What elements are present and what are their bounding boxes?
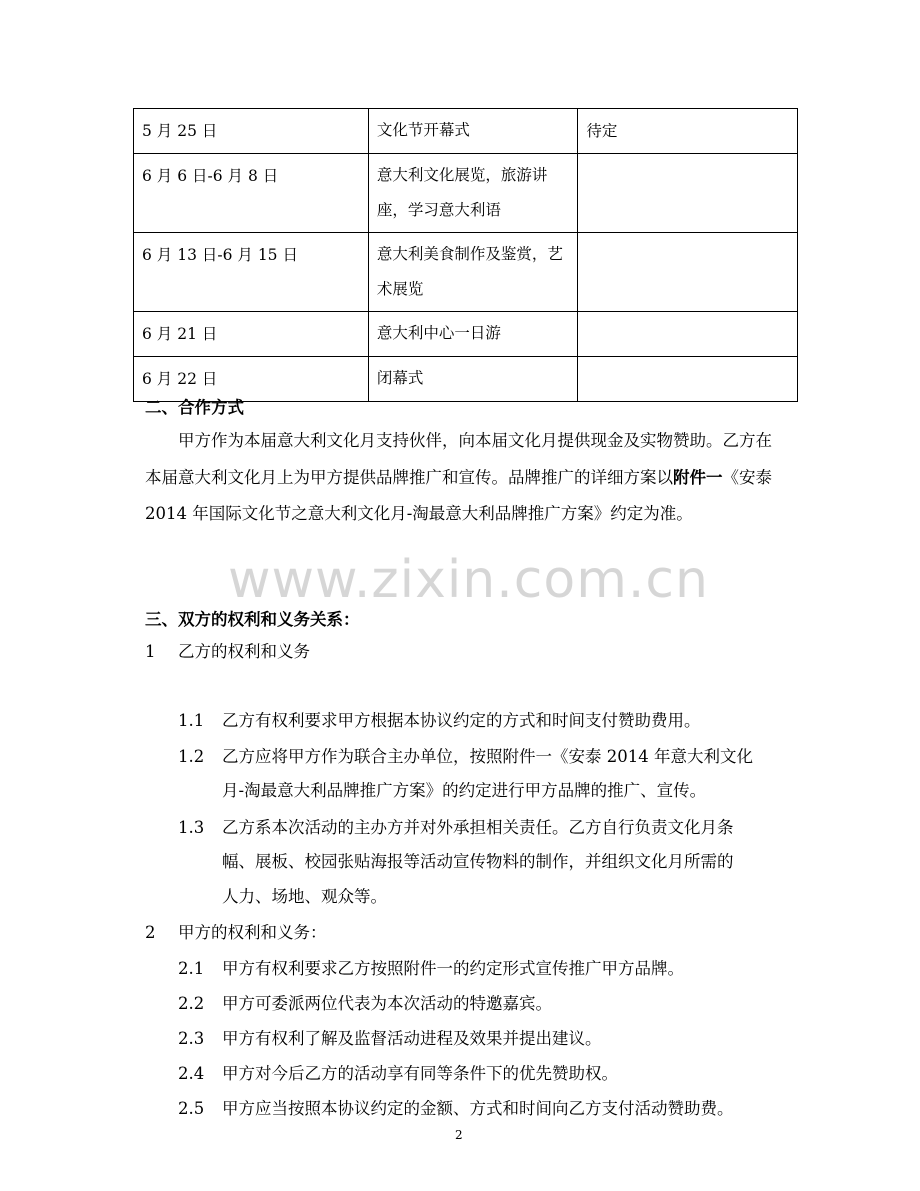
table-row — [134, 109, 798, 154]
table-row — [134, 154, 798, 233]
item-text: 甲方有权利要求乙方按照附件一的约定形式宣传推广甲方品牌。 — [222, 959, 684, 978]
event-cell: 闭幕式 — [368, 357, 578, 402]
para-text: 《安泰 2014 年国际文化节之意大利文化月-淘最意大利品牌推广方案》约定为准。 — [145, 467, 772, 523]
note-cell — [578, 233, 798, 312]
item-text: 甲方可委派两位代表为本次活动的特邀嘉宾。 — [222, 994, 552, 1013]
note-cell — [578, 154, 798, 233]
section3-heading: 三、双方的权利和义务关系： — [145, 610, 360, 629]
sub1-number: 1 — [145, 642, 156, 661]
schedule-table — [133, 108, 798, 402]
item-text: 乙方应将甲方作为联合主办单位，按照附件一《安泰 2014 年意大利文化 — [222, 747, 753, 766]
item-text: 乙方系本次活动的主办方并对外承担相关责任。乙方自行负责文化月条 — [222, 818, 734, 837]
date-cell: 6 月 13 日-6 月 15 日 — [134, 233, 369, 312]
item-text: 甲方有权利了解及监督活动进程及效果并提出建议。 — [222, 1029, 602, 1048]
item-text: 甲方应当按照本协议约定的金额、方式和时间向乙方支付活动赞助费。 — [222, 1099, 734, 1118]
note-cell: 待定 — [578, 109, 798, 154]
attachment-label: 附件一 — [673, 467, 723, 487]
sub2-title: 甲方的权利和义务： — [178, 923, 327, 942]
date-cell: 6 月 6 日-6 月 8 日 — [134, 154, 369, 233]
section2-heading: 二、合作方式 — [145, 398, 244, 417]
event-cell: 文化节开幕式 — [368, 109, 578, 154]
table-row — [134, 233, 798, 312]
sub1-title: 乙方的权利和义务 — [178, 642, 310, 661]
date-cell: 5 月 25 日 — [134, 109, 369, 154]
item-text: 月-淘最意大利品牌推广方案》的约定进行甲方品牌的推广、宣传。 — [222, 781, 707, 800]
item-number: 2.2 — [178, 994, 205, 1013]
item-number: 1.1 — [178, 711, 205, 730]
table-row — [134, 312, 798, 357]
note-cell — [578, 357, 798, 402]
event-cell: 意大利美食制作及鉴赏，艺术展览 — [368, 233, 578, 312]
page-number: 2 — [455, 1128, 463, 1142]
section2-paragraph — [145, 423, 785, 533]
item-text: 幅、展板、校园张贴海报等活动宣传物料的制作，并组织文化月所需的 — [222, 852, 734, 871]
item-text: 人力、场地、观众等。 — [222, 887, 387, 906]
date-cell: 6 月 21 日 — [134, 312, 369, 357]
item-number: 2.4 — [178, 1064, 205, 1083]
sub2-number: 2 — [145, 923, 156, 942]
item-number: 2.5 — [178, 1099, 205, 1118]
event-cell: 意大利文化展览，旅游讲座，学习意大利语 — [368, 154, 578, 233]
watermark: www.zixin.com.cn — [228, 550, 709, 610]
item-text: 乙方有权利要求甲方根据本协议约定的方式和时间支付赞助费用。 — [222, 711, 701, 730]
event-cell: 意大利中心一日游 — [368, 312, 578, 357]
date-cell: 6 月 22 日 — [134, 357, 369, 402]
item-text: 甲方对今后乙方的活动享有同等条件下的优先赞助权。 — [222, 1064, 618, 1083]
item-number: 1.2 — [178, 747, 205, 766]
item-number: 2.3 — [178, 1029, 205, 1048]
item-number: 1.3 — [178, 818, 205, 837]
para-text: 甲方作为本届意大利文化月支持伙伴，向本届文化月提供现金及实物赞助。乙方在本届意大利文化月上为甲方提供品牌推广和宣传。品牌推广的详细方案以 — [145, 431, 772, 487]
note-cell — [578, 312, 798, 357]
item-number: 2.1 — [178, 959, 205, 978]
